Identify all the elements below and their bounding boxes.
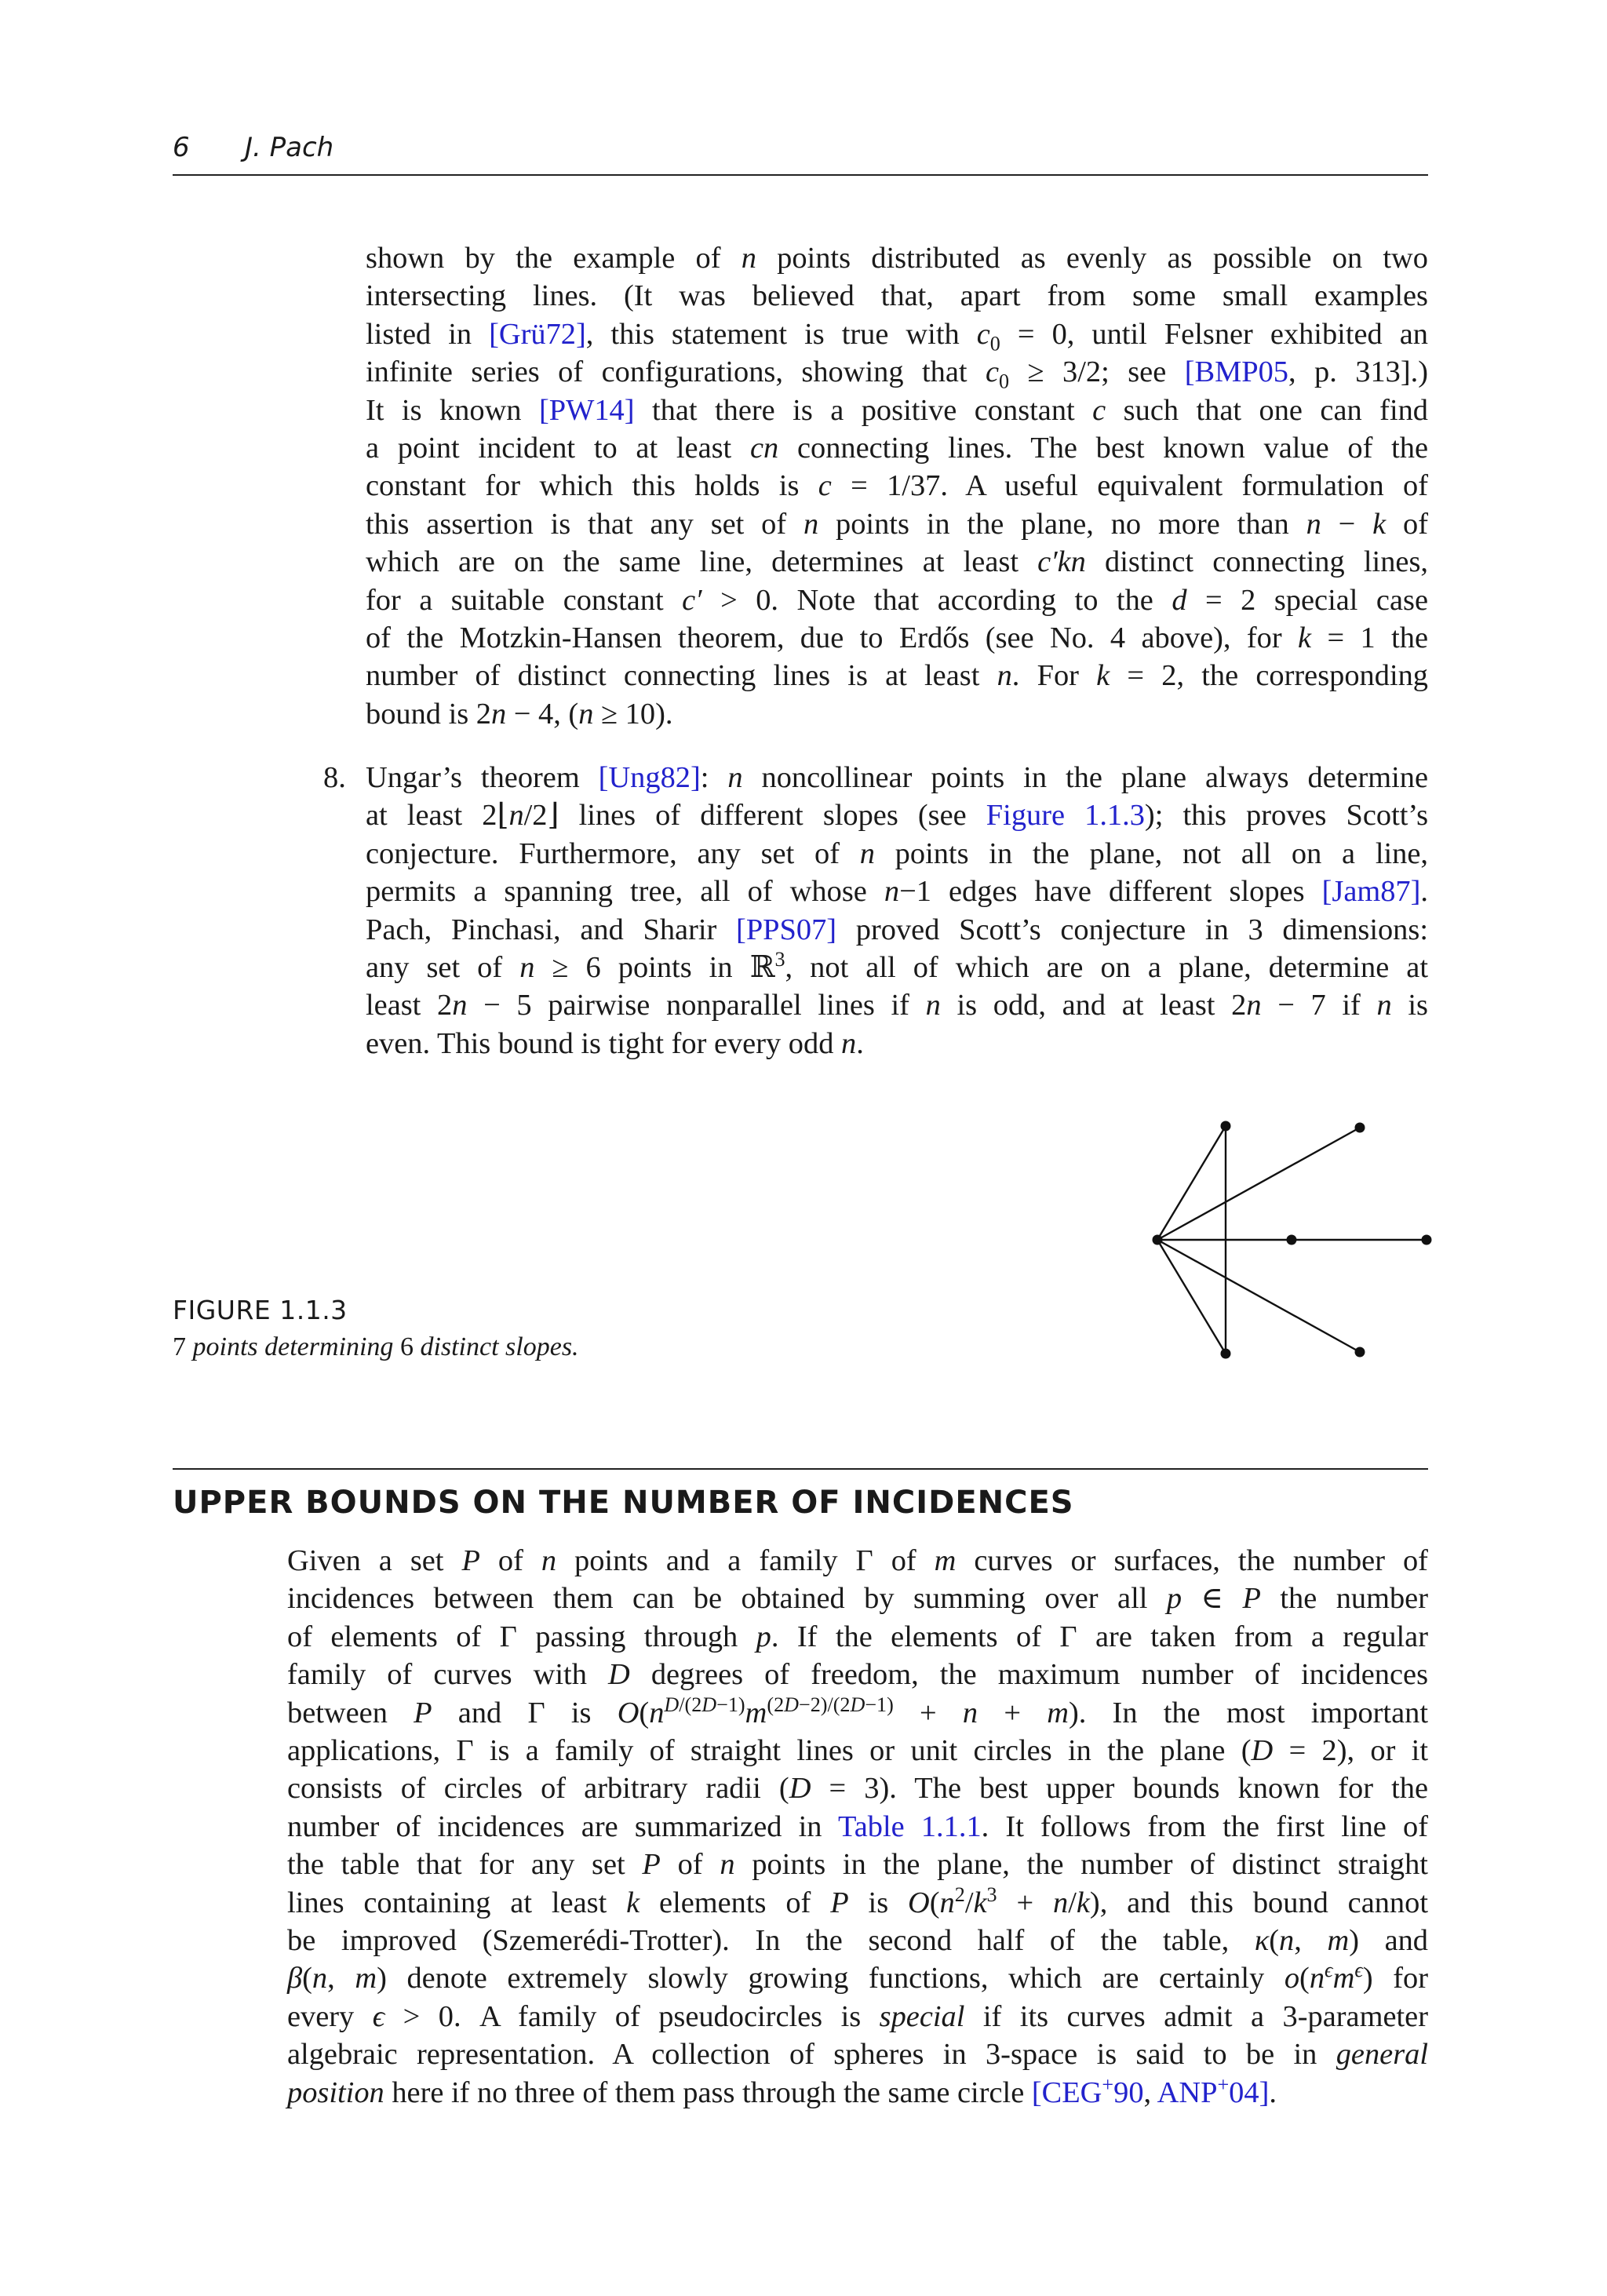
point xyxy=(1221,1121,1231,1132)
point xyxy=(1221,1349,1231,1359)
citation-link[interactable]: [Ung82] xyxy=(598,761,701,794)
text-line: any set of n ≥ 6 points in ℝ$^3$, not all of which are on a plane, determine at xyxy=(366,948,1428,985)
text-line: even. This bound is tight for every odd n. xyxy=(366,1026,864,1060)
text-line: lines containing at least k elements of P is $O(n^2/k^3 + n/k)$, and this bound cannot xyxy=(287,1882,1428,1919)
text-line: constant for which this holds is c = 1/37. A useful equivalent formulation of xyxy=(366,469,1429,503)
text-line: which are on the same line, determines at least c′kn distinct connecting lines, xyxy=(366,545,1428,579)
text-line: every ϵ > 0. A family of pseudocircles is special if its curves admit a 3-parameter xyxy=(287,1999,1428,2033)
citation-link[interactable]: Figure 1.1.3 xyxy=(986,799,1145,833)
text-line: a point incident to at least cn connecting lines. The best known value of the xyxy=(366,432,1428,465)
item-7-continued-paragraph xyxy=(366,239,1428,733)
text-line: least 2n − 5 pairwise nonparallel lines if n is odd, and at least 2n − 7 if n is xyxy=(366,989,1428,1022)
text-line: listed in [Grü72], this statement is true with $c_0 = 0$, until Felsner exhibited an xyxy=(366,317,1429,355)
text-line: number of distinct connecting lines is at least n. For k = 2, the corresponding xyxy=(366,659,1428,693)
text-line: infinite series of configurations, showing that $c_0 \ge 3/2$; see [BMP05, p. 313].) xyxy=(366,355,1429,393)
segment xyxy=(1157,1240,1226,1354)
text-line: at least 2⌊n/2⌋ lines of different slopes (see Figure 1.1.3); this proves Scott’s xyxy=(366,799,1429,833)
point xyxy=(1153,1235,1163,1245)
citation-link[interactable]: ANP+04] xyxy=(1157,2072,1270,2109)
point xyxy=(1355,1347,1365,1358)
section-rule xyxy=(173,1468,1428,1470)
text-line: It is known [PW14] that there is a positive constant c such that one can find xyxy=(366,393,1429,427)
text-line: β(n, m) denote extremely slowly growing functions, which are certainly $o(n^\epsilon m^\epsilon)$ for xyxy=(287,1959,1428,1995)
page-number: 6 xyxy=(173,132,190,163)
running-head xyxy=(173,132,1428,176)
text-line: intersecting lines. (It was believed that, apart from some small examples xyxy=(366,279,1428,313)
text-line: family of curves with D degrees of freedom, the maximum number of incidences xyxy=(287,1658,1429,1692)
point xyxy=(1422,1235,1432,1245)
citation-link[interactable]: [PPS07] xyxy=(736,913,837,946)
caption-number: 6 xyxy=(399,1332,414,1361)
text-line: permits a spanning tree, all of whose n−1 edges have different slopes [Jam87]. xyxy=(366,875,1429,909)
citation-link[interactable]: [PW14] xyxy=(538,393,635,427)
text-line: consists of circles of arbitrary radii (D = 3). The best upper bounds known for the xyxy=(287,1772,1428,1806)
text-line: position here if no three of them pass through the same circle [CEG+90, ANP+04]. xyxy=(287,2072,1277,2109)
text-line: of the Motzkin-Hansen theorem, due to Erdős (see No. 4 above), for k = 1 the xyxy=(366,621,1428,655)
text-line: shown by the example of n points distributed as evenly as possible on two xyxy=(366,242,1428,275)
text-line: this assertion is that any set of n points in the plane, no more than n − k of xyxy=(366,507,1428,541)
point xyxy=(1355,1123,1365,1133)
section-heading: UPPER BOUNDS ON THE NUMBER OF INCIDENCES xyxy=(173,1485,1074,1521)
text-line: the table that for any set P of n points in the plane, the number of distinct straight xyxy=(287,1848,1428,1882)
segment xyxy=(1157,1128,1360,1240)
segment xyxy=(1157,1240,1360,1352)
text-line: Pach, Pinchasi, and Sharir [PPS07] proved Scott’s conjecture in 3 dimensions: xyxy=(366,913,1428,946)
text-line: between P and Γ is $O(n^{D/(2D-1)}m^{(2D-2)/(2D-1)} + n + m)$. In the most important xyxy=(287,1693,1428,1729)
point xyxy=(1287,1235,1297,1245)
segment xyxy=(1157,1126,1226,1240)
text-line: Given a set P of n points and a family Γ of m curves or surfaces, the number of xyxy=(287,1544,1428,1577)
citation-link[interactable]: [CEG+90 xyxy=(1031,2072,1144,2109)
text-line: bound is 2n − 4, (n ≥ 10). xyxy=(366,697,673,731)
text-line: be improved (Szemerédi-Trotter). In the second half of the table, κ(n, m) and xyxy=(287,1924,1428,1958)
section-paragraph xyxy=(287,1542,1428,2112)
text-line: applications, Γ is a family of straight lines or unit circles in the plane (D = 2), or it xyxy=(287,1734,1428,1768)
figure-caption xyxy=(173,1332,579,1362)
citation-link[interactable]: [Grü72] xyxy=(489,317,586,351)
text-line: incidences between them can be obtained by summing over all p ∈ P the number xyxy=(287,1582,1428,1616)
item-8-paragraph xyxy=(366,759,1428,1062)
figure-label: FIGURE 1.1.3 xyxy=(173,1295,348,1325)
text-line: conjecture. Furthermore, any set of n points in the plane, not all on a line, xyxy=(366,836,1429,870)
citation-link[interactable]: Table 1.1.1 xyxy=(837,1809,982,1843)
figure-1-1-3-diagram xyxy=(1130,1099,1444,1365)
text-line: for a suitable constant c′ > 0. Note that according to the d = 2 special case xyxy=(366,583,1428,617)
caption-text: distinct slopes. xyxy=(413,1332,579,1361)
item-8-number: 8. xyxy=(323,761,346,794)
text-line: algebraic representation. A collection of spheres in 3-space is said to be in general xyxy=(287,2038,1428,2072)
citation-link[interactable]: [BMP05 xyxy=(1184,355,1288,389)
text-line: of elements of Γ passing through p. If the elements of Γ are taken from a regular xyxy=(287,1620,1428,1653)
caption-text: points determining xyxy=(186,1332,400,1361)
text-line: number of incidences are summarized in Table 1.1.1. It follows from the first line of xyxy=(287,1809,1428,1843)
running-author: J. Pach xyxy=(245,132,334,163)
caption-number: 7 xyxy=(173,1332,186,1361)
text-line: Ungar’s theorem [Ung82]: n noncollinear points in the plane always determine xyxy=(366,761,1428,794)
citation-link[interactable]: [Jam87] xyxy=(1321,875,1421,909)
